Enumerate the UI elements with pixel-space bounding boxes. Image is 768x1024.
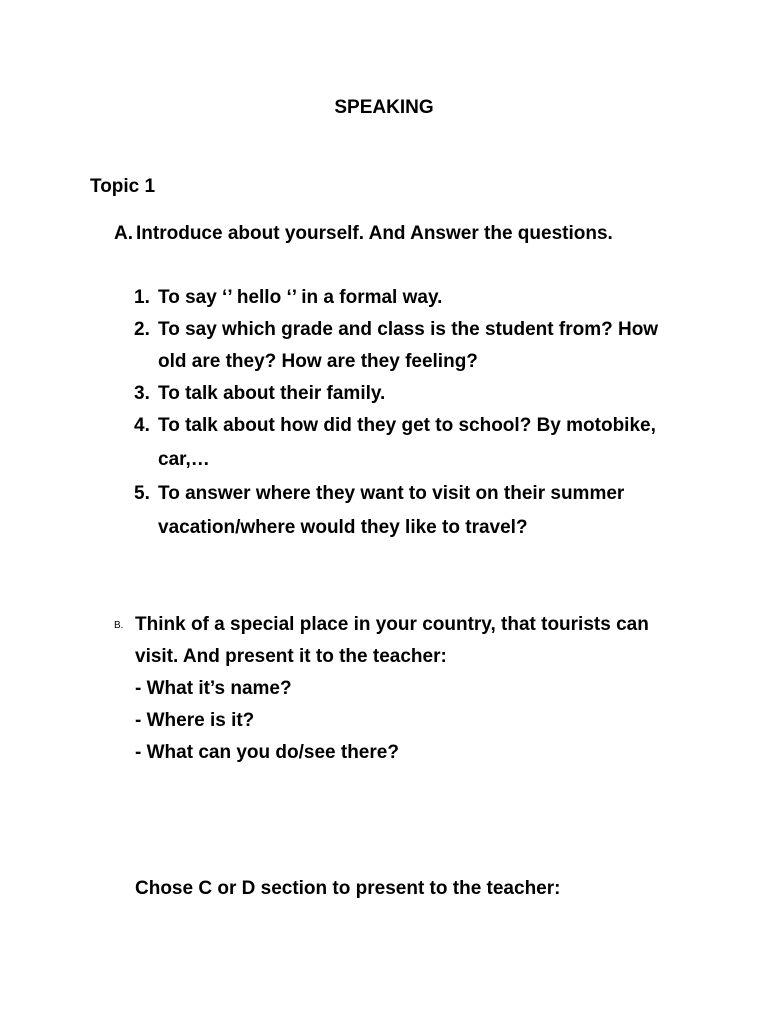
closing-instruction: Chose C or D section to present to the teacher:	[135, 878, 561, 899]
question-number: 4.	[134, 415, 150, 436]
section-b-line: - What it’s name?	[135, 678, 292, 699]
section-a-heading: Introduce about yourself. And Answer the questions.	[136, 223, 613, 244]
question-line: car,…	[158, 449, 210, 470]
topic-heading: Topic 1	[90, 176, 156, 197]
question-line: vacation/where would they like to travel?	[158, 517, 528, 538]
question-number: 2.	[134, 319, 150, 340]
question-line: To say ‘’ hello ‘’ in a formal way.	[158, 287, 443, 308]
question-line: To talk about how did they get to school? By motobike,	[158, 415, 656, 436]
question-number: 1.	[134, 287, 150, 308]
page-title: SPEAKING	[334, 97, 434, 118]
question-line: To talk about their family.	[158, 383, 386, 404]
question-line: old are they? How are they feeling?	[158, 351, 478, 372]
section-b-letter: B.	[114, 620, 124, 631]
section-b-line: - What can you do/see there?	[135, 742, 399, 763]
question-number: 5.	[134, 483, 150, 504]
section-b-line: Think of a special place in your country, that tourists can	[135, 614, 649, 635]
question-number: 3.	[134, 383, 150, 404]
section-b-body	[135, 609, 649, 769]
question-line: To say which grade and class is the student from? How	[158, 319, 659, 340]
section-a-letter: A.	[114, 223, 133, 244]
section-b-line: - Where is it?	[135, 710, 255, 731]
question-line: To answer where they want to visit on their summer	[158, 483, 625, 504]
section-b-line: visit. And present it to the teacher:	[135, 646, 447, 667]
